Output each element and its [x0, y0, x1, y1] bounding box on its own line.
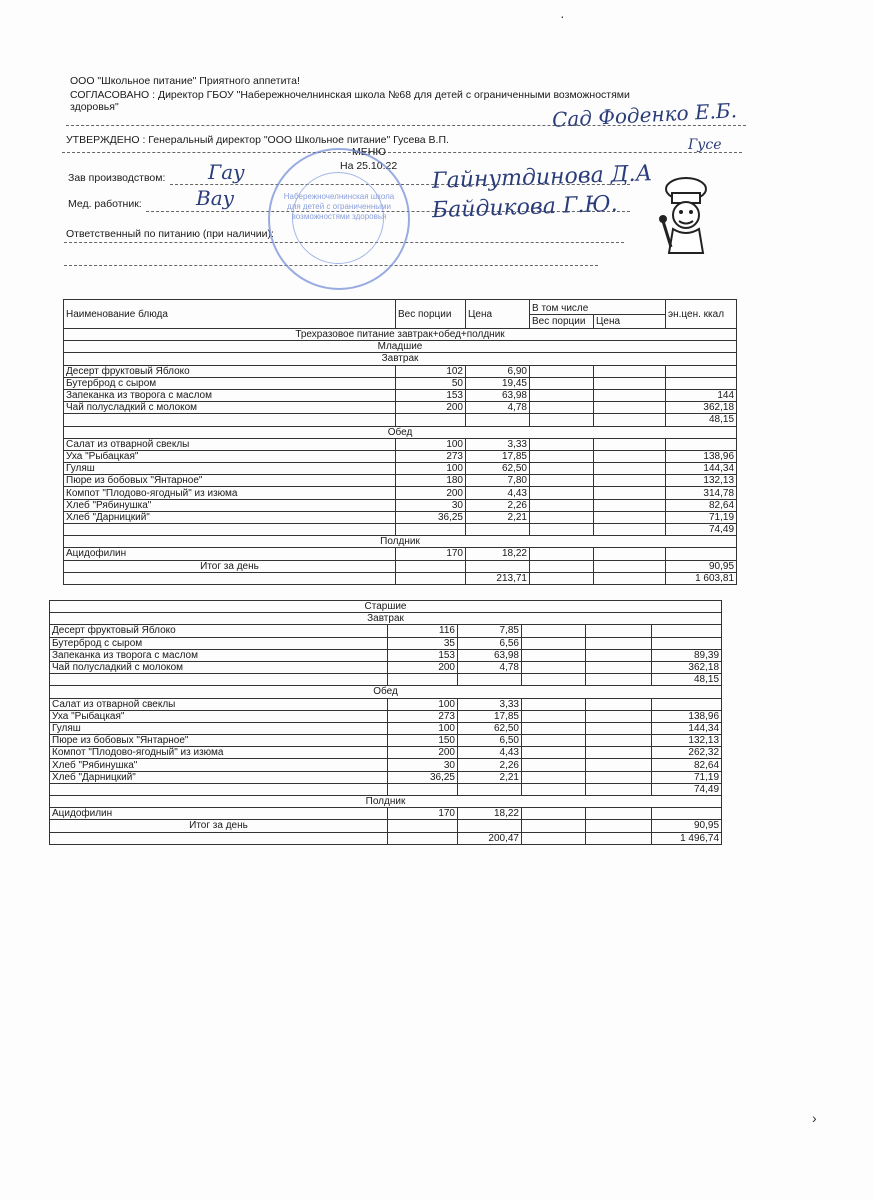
meal-label: Завтрак	[50, 613, 722, 625]
table-row	[50, 820, 722, 832]
regime-label: Трехразовое питание завтрак+обед+полдник	[64, 329, 737, 341]
price-cell: 4,43	[466, 487, 530, 499]
price-cell: 62,50	[458, 722, 522, 734]
kcal-cell: 90,95	[652, 820, 722, 832]
price-cell: 4,78	[466, 402, 530, 414]
kcal-cell	[652, 637, 722, 649]
group-label: Младшие	[64, 341, 737, 353]
table-row	[64, 475, 737, 487]
kcal-cell	[666, 365, 737, 377]
table-row	[50, 735, 722, 747]
responsible-label: Ответственный по питанию (при наличии):	[66, 228, 274, 240]
total-kcal: 1 496,74	[652, 832, 722, 844]
table-row	[64, 438, 737, 450]
table-row	[50, 637, 722, 649]
price-cell: 2,26	[466, 499, 530, 511]
agreed-line-cont: здоровья"	[70, 101, 119, 113]
table-row	[50, 710, 722, 722]
kcal-cell: 74,49	[666, 524, 737, 536]
kcal-cell: 71,19	[666, 511, 737, 523]
dish-name: Хлеб "Рябинушка"	[64, 499, 396, 511]
table-row	[50, 808, 722, 820]
price-cell: 2,21	[458, 771, 522, 783]
table-header-row	[64, 300, 737, 315]
total-label: Итог за день	[50, 820, 388, 832]
table-row	[64, 377, 737, 389]
portion-cell: 116	[388, 625, 458, 637]
table-row	[50, 686, 722, 698]
dish-name: Салат из отварной свеклы	[64, 438, 396, 450]
portion-cell: 36,25	[388, 771, 458, 783]
table-row	[64, 414, 737, 426]
dish-name: Запеканка из творога с маслом	[50, 649, 388, 661]
table-row	[64, 536, 737, 548]
table-row	[50, 649, 722, 661]
total-price: 200,47	[458, 832, 522, 844]
kcal-cell: 144,34	[666, 463, 737, 475]
kcal-cell: 74,49	[652, 783, 722, 795]
menu-table-junior	[63, 299, 737, 585]
company-line: ООО "Школьное питание" Приятного аппетита!	[70, 75, 300, 87]
meal-label: Обед	[64, 426, 737, 438]
scan-mark-bottom: ›	[812, 1110, 817, 1126]
kcal-cell	[652, 698, 722, 710]
price-cell: 6,50	[458, 735, 522, 747]
meal-label: Полдник	[50, 796, 722, 808]
table-row	[64, 524, 737, 536]
header-dish: Наименование блюда	[64, 300, 396, 329]
price-cell: 7,80	[466, 475, 530, 487]
kcal-cell	[652, 808, 722, 820]
price-cell: 19,45	[466, 377, 530, 389]
dish-name: Чай полусладкий с молоком	[50, 661, 388, 673]
kcal-cell: 262,32	[652, 747, 722, 759]
dish-name: Гуляш	[64, 463, 396, 475]
header-sub-portion: Вес порции	[530, 314, 594, 329]
table-row	[50, 625, 722, 637]
kcal-cell	[652, 625, 722, 637]
stamp-text: Набережночелнинская школа для детей с ограниченными возможностями здоровья	[283, 192, 395, 221]
table-row	[50, 722, 722, 734]
dish-name: Гуляш	[50, 722, 388, 734]
price-cell: 3,33	[466, 438, 530, 450]
dish-name: Бутерброд с сыром	[64, 377, 396, 389]
price-cell: 62,50	[466, 463, 530, 475]
price-cell: 18,22	[466, 548, 530, 560]
table-row	[50, 698, 722, 710]
table-row	[50, 832, 722, 844]
total-label: Итог за день	[64, 560, 396, 572]
kcal-cell: 144	[666, 389, 737, 401]
portion-cell: 100	[388, 698, 458, 710]
price-cell: 63,98	[466, 389, 530, 401]
portion-cell: 102	[396, 365, 466, 377]
portion-cell: 30	[388, 759, 458, 771]
price-cell: 2,21	[466, 511, 530, 523]
price-cell: 6,56	[458, 637, 522, 649]
portion-cell: 273	[396, 450, 466, 462]
table-row	[50, 601, 722, 613]
price-cell: 2,26	[458, 759, 522, 771]
table-row	[50, 613, 722, 625]
header-sub-price: Цена	[594, 314, 666, 329]
table-row	[64, 572, 737, 584]
medic-signature-name: Байдикова Г.Ю.	[431, 191, 619, 224]
production-signature-short: Гау	[208, 160, 245, 184]
official-stamp	[268, 148, 410, 290]
kcal-cell	[666, 438, 737, 450]
dish-name: Десерт фруктовый Яблоко	[50, 625, 388, 637]
price-cell: 6,90	[466, 365, 530, 377]
portion-cell: 200	[388, 661, 458, 673]
table-row	[64, 426, 737, 438]
portion-cell: 150	[388, 735, 458, 747]
medic-signature-short: Вау	[196, 186, 235, 210]
meal-label: Обед	[50, 686, 722, 698]
portion-cell: 100	[396, 438, 466, 450]
portion-cell: 50	[396, 377, 466, 389]
kcal-cell: 138,96	[652, 710, 722, 722]
kcal-cell: 48,15	[666, 414, 737, 426]
approved-signature: Гусе	[688, 137, 722, 153]
production-signature-name: Гайнутдинова Д.А	[431, 161, 653, 194]
dish-name: Десерт фруктовый Яблоко	[64, 365, 396, 377]
director-signature: Сад Фоденко Е.Б.	[551, 98, 738, 132]
portion-cell: 36,25	[396, 511, 466, 523]
table-row	[64, 402, 737, 414]
total-kcal: 1 603,81	[666, 572, 737, 584]
kcal-cell: 362,18	[666, 402, 737, 414]
portion-cell: 200	[396, 402, 466, 414]
table-row	[64, 341, 737, 353]
table-row	[50, 796, 722, 808]
price-cell: 17,85	[458, 710, 522, 722]
dish-name: Ацидофилин	[50, 808, 388, 820]
chef-icon	[655, 175, 717, 257]
table-row	[50, 747, 722, 759]
dish-name: Бутерброд с сыром	[50, 637, 388, 649]
total-price: 213,71	[466, 572, 530, 584]
kcal-cell: 132,13	[666, 475, 737, 487]
table-row	[64, 329, 737, 341]
dish-name: Хлеб "Дарницкий"	[64, 511, 396, 523]
meal-label: Завтрак	[64, 353, 737, 365]
price-cell: 18,22	[458, 808, 522, 820]
medic-label: Мед. работник:	[68, 198, 142, 210]
scan-mark: ·	[560, 8, 565, 24]
portion-cell: 200	[388, 747, 458, 759]
table-row	[64, 560, 737, 572]
table-row	[64, 463, 737, 475]
table-row	[64, 548, 737, 560]
dish-name: Уха "Рыбацкая"	[64, 450, 396, 462]
kcal-cell: 314,78	[666, 487, 737, 499]
table-row	[64, 353, 737, 365]
price-cell: 4,78	[458, 661, 522, 673]
price-cell: 17,85	[466, 450, 530, 462]
price-cell: 63,98	[458, 649, 522, 661]
kcal-cell	[666, 548, 737, 560]
header-price: Цена	[466, 300, 530, 329]
kcal-cell: 132,13	[652, 735, 722, 747]
kcal-cell: 138,96	[666, 450, 737, 462]
portion-cell: 273	[388, 710, 458, 722]
table-row	[64, 365, 737, 377]
dish-name: Пюре из бобовых "Янтарное"	[50, 735, 388, 747]
kcal-cell: 89,39	[652, 649, 722, 661]
table-row	[64, 450, 737, 462]
price-cell: 7,85	[458, 625, 522, 637]
portion-cell: 100	[396, 463, 466, 475]
dish-name: Компот "Плодово-ягодный" из изюма	[50, 747, 388, 759]
menu-title: МЕНЮ	[352, 146, 386, 158]
kcal-cell: 48,15	[652, 674, 722, 686]
portion-cell: 200	[396, 487, 466, 499]
table-row	[64, 499, 737, 511]
table-row	[64, 511, 737, 523]
table-row	[50, 771, 722, 783]
dish-name: Хлеб "Рябинушка"	[50, 759, 388, 771]
portion-cell: 153	[396, 389, 466, 401]
kcal-cell: 82,64	[666, 499, 737, 511]
kcal-cell	[666, 377, 737, 389]
portion-cell: 170	[396, 548, 466, 560]
portion-cell: 100	[388, 722, 458, 734]
price-cell: 3,33	[458, 698, 522, 710]
dish-name: Хлеб "Дарницкий"	[50, 771, 388, 783]
dish-name: Чай полусладкий с молоком	[64, 402, 396, 414]
kcal-cell: 71,19	[652, 771, 722, 783]
kcal-cell: 90,95	[666, 560, 737, 572]
dish-name: Пюре из бобовых "Янтарное"	[64, 475, 396, 487]
kcal-cell: 362,18	[652, 661, 722, 673]
approved-divider	[62, 152, 742, 153]
header-portion: Вес порции	[396, 300, 466, 329]
group-label: Старшие	[50, 601, 722, 613]
portion-cell: 35	[388, 637, 458, 649]
menu-table-senior	[49, 600, 722, 845]
agreed-line: СОГЛАСОВАНО : Директор ГБОУ "Набережночелнинская школа №68 для детей с ограниченными возможностями	[70, 89, 630, 101]
portion-cell: 170	[388, 808, 458, 820]
table-row	[50, 783, 722, 795]
portion-cell: 153	[388, 649, 458, 661]
portion-cell: 180	[396, 475, 466, 487]
meal-label: Полдник	[64, 536, 737, 548]
production-label: Зав производством:	[68, 172, 166, 184]
menu-date: На 25.10.22	[340, 160, 398, 172]
kcal-cell: 82,64	[652, 759, 722, 771]
table-row	[50, 661, 722, 673]
approved-line: УТВЕРЖДЕНО : Генеральный директор "ООО Школьное питание" Гусева В.П.	[66, 134, 449, 146]
table-row	[64, 389, 737, 401]
dish-name: Уха "Рыбацкая"	[50, 710, 388, 722]
portion-cell: 30	[396, 499, 466, 511]
header-energy: эн.цен. ккал	[666, 300, 737, 329]
dish-name: Салат из отварной свеклы	[50, 698, 388, 710]
dish-name: Ацидофилин	[64, 548, 396, 560]
table-row	[64, 487, 737, 499]
table-row	[50, 759, 722, 771]
header-including: В том числе	[530, 300, 666, 315]
kcal-cell: 144,34	[652, 722, 722, 734]
table-row	[50, 674, 722, 686]
price-cell: 4,43	[458, 747, 522, 759]
dish-name: Запеканка из творога с маслом	[64, 389, 396, 401]
dish-name: Компот "Плодово-ягодный" из изюма	[64, 487, 396, 499]
